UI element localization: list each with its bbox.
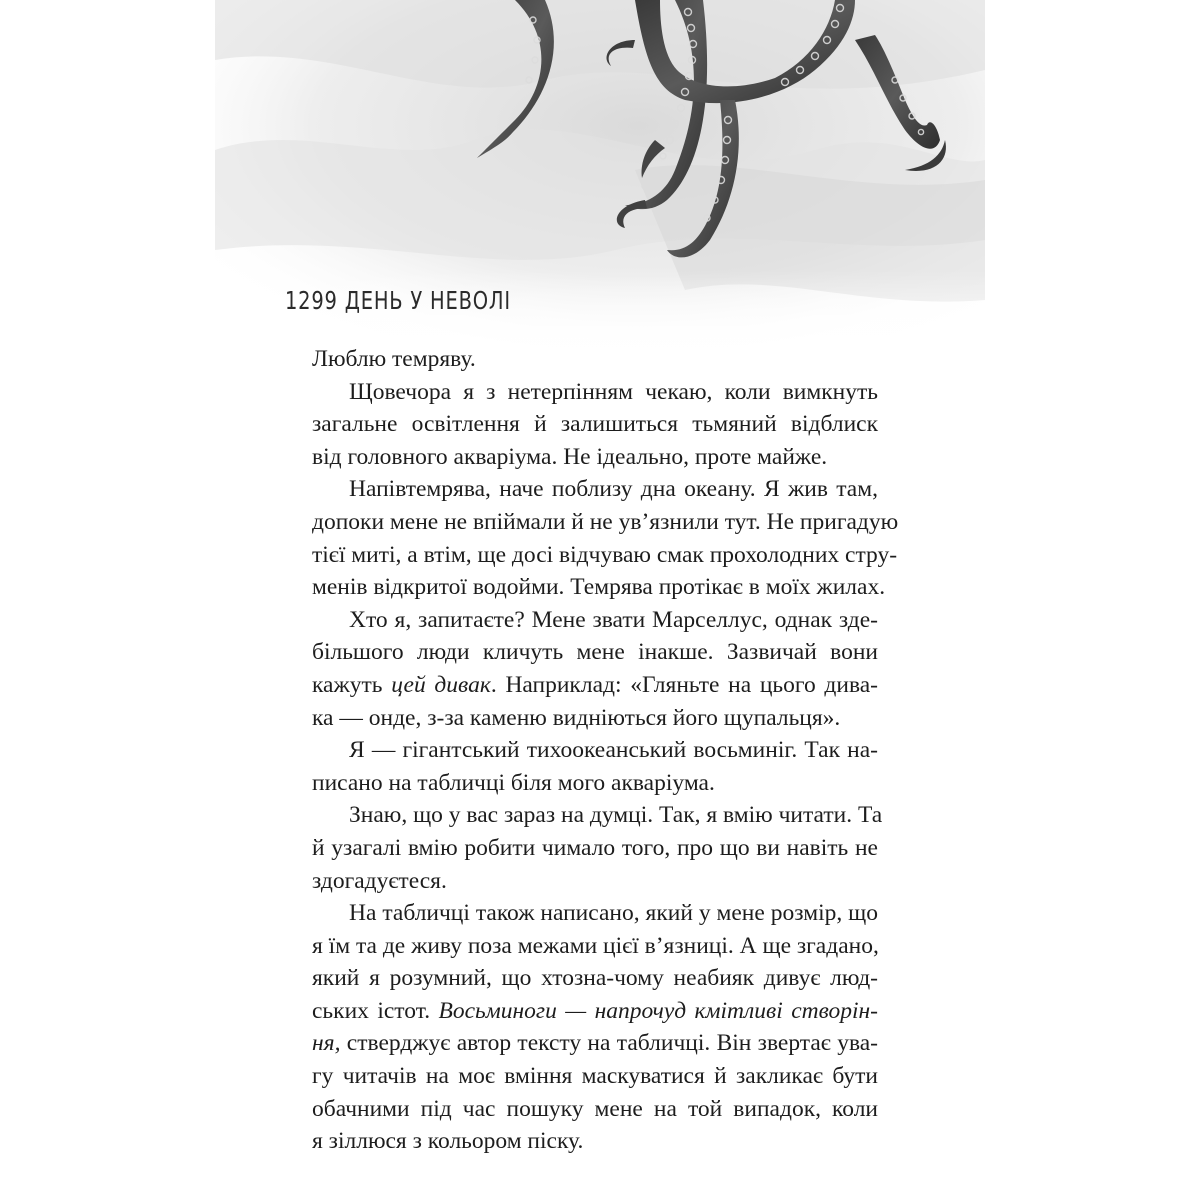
paragraph-3 [312, 473, 899, 603]
text-line: Щовечора я з нетерпінням чекаю, коли вимкнуть [349, 378, 878, 405]
italic-phrase: Восьминоги — напрочуд кмітливі створін- [438, 997, 878, 1024]
italic-phrase: ня, [312, 1030, 341, 1057]
text-line: На табличці також написано, який у мене розмір, що [349, 900, 878, 927]
paragraph-4 [312, 604, 878, 734]
paragraph-1 [312, 343, 878, 376]
body-text [312, 343, 899, 1158]
text-line [312, 669, 878, 702]
italic-phrase: цей дивак [391, 671, 491, 698]
text-line: здогадуєтеся. [312, 867, 447, 894]
text-run: . Наприклад: «Гляньте на цього дива- [490, 671, 878, 698]
paragraph-5 [312, 734, 878, 799]
paragraph-2 [312, 376, 878, 474]
text-line: який я розумний, що хтозна-чому неабияк дивує люд- [312, 965, 878, 992]
book-page [215, 0, 985, 1200]
text-line: Хто я, запитаєте? Мене звати Марселлус, однак зде- [349, 606, 878, 633]
chapter-title: 1299 ДЕНЬ У НЕВОЛІ [285, 286, 511, 315]
text-line: ка — онде, з-за каменю видніються його щупальця». [312, 704, 841, 731]
paragraph-6 [312, 799, 883, 897]
text-line: тієї миті, а втім, ще досі відчуваю смак прохолодних стру- [312, 541, 898, 568]
text-run: кажуть [312, 671, 392, 698]
text-line: Я — гігантський тихоокеанський восьминіг. Так на- [349, 737, 878, 764]
text-line: й узагалі вмію робити чимало того, про що ви навіть не [312, 834, 878, 861]
text-line: більшого люди кличуть мене інакше. Зазвичай вони [312, 639, 878, 666]
text-line [312, 1027, 878, 1060]
text-line: я їм та де живу поза межами цієї в’язниці. А ще згадано, [312, 932, 879, 959]
text-run: ських істот. [312, 997, 439, 1024]
paragraph-7 [312, 897, 878, 1158]
text-run: стверджує автор тексту на табличці. Він звертає ува- [340, 1030, 878, 1057]
text-line: Напівтемрява, наче поблизу дна океану. Я жив там, [349, 476, 878, 503]
text-line: від головного акваріума. Не ідеально, проте майже. [312, 443, 828, 470]
text-line: Знаю, що у вас зараз на думці. Так, я вмію читати. Та [349, 802, 883, 829]
text-line: обачними під час пошуку мене на той випадок, коли [312, 1095, 878, 1122]
text-line: Люблю темряву. [312, 346, 476, 372]
text-line [312, 995, 878, 1028]
text-line: гу читачів на моє вміння маскуватися й закликає бути [312, 1063, 878, 1090]
text-line: допоки мене не впіймали й не ув’язнили тут. Не пригадую [312, 508, 899, 535]
text-line: менів відкритої водойми. Темрява протікає в моїх жилах. [312, 574, 886, 601]
text-line: загальне освітлення й залишиться тьмяний відблиск [312, 411, 878, 438]
text-line: писано на табличці біля мого акваріума. [312, 769, 715, 796]
text-line: я зіллюся з кольором піску. [312, 1128, 584, 1155]
